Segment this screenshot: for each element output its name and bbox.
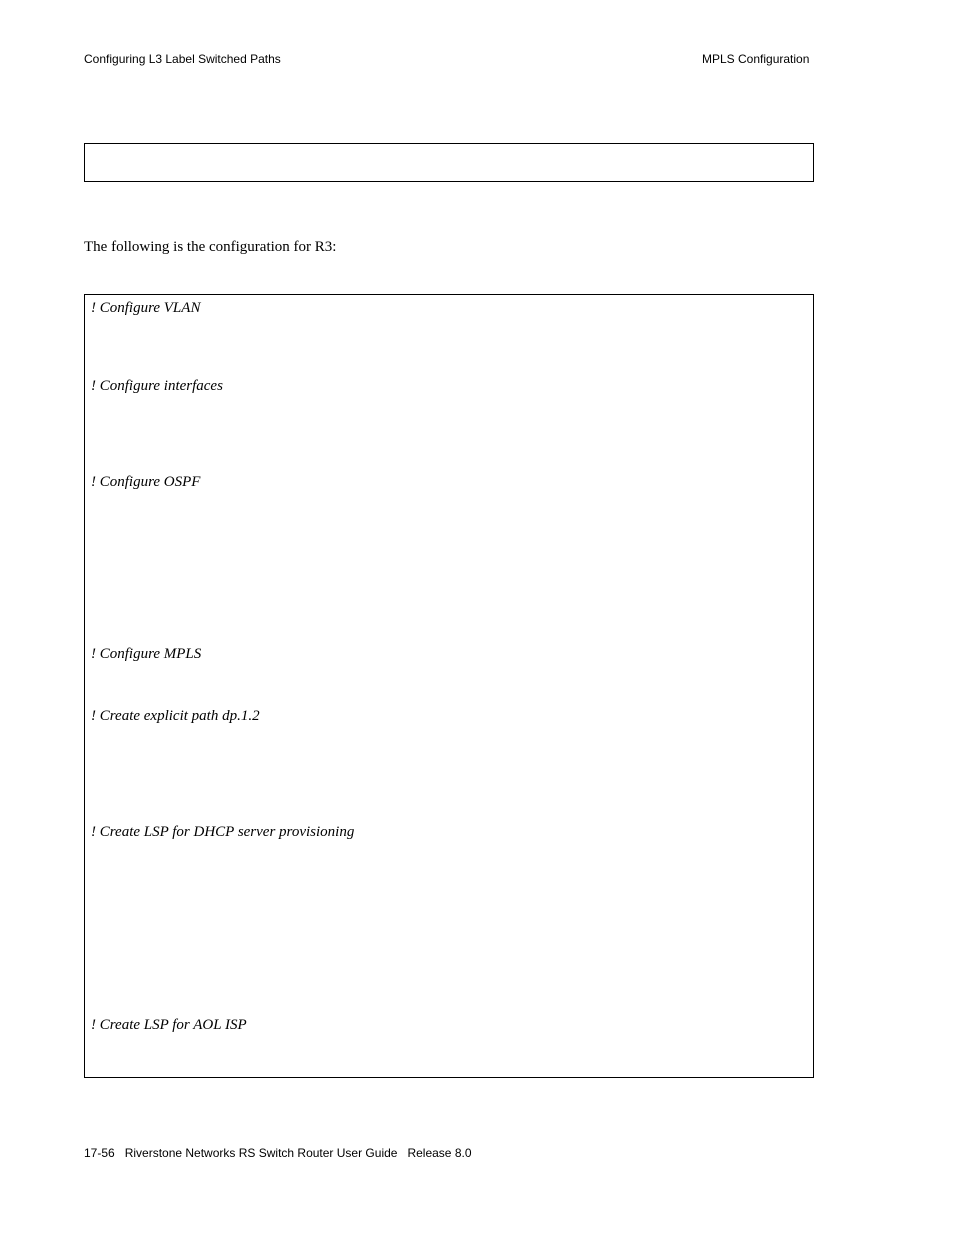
- comment-configure-mpls: ! Configure MPLS: [91, 646, 202, 662]
- comment-configure-ospf: ! Configure OSPF: [91, 474, 201, 490]
- comment-lsp-aol: ! Create LSP for AOL ISP: [91, 1017, 247, 1033]
- intro-paragraph: The following is the configuration for R3:: [84, 239, 337, 255]
- running-header-left: Configuring L3 Label Switched Paths: [84, 52, 281, 66]
- comment-lsp-dhcp: ! Create LSP for DHCP server provisioning: [91, 824, 355, 840]
- running-header-right: MPLS Configuration: [702, 52, 810, 66]
- r3-config-box: [84, 294, 814, 1078]
- empty-code-box: [84, 143, 814, 182]
- comment-configure-vlan: ! Configure VLAN: [91, 300, 201, 316]
- comment-explicit-path: ! Create explicit path dp.1.2: [91, 708, 260, 724]
- page-footer: 17-56 Riverstone Networks RS Switch Router User Guide Release 8.0: [84, 1146, 472, 1160]
- comment-configure-interfaces: ! Configure interfaces: [91, 378, 223, 394]
